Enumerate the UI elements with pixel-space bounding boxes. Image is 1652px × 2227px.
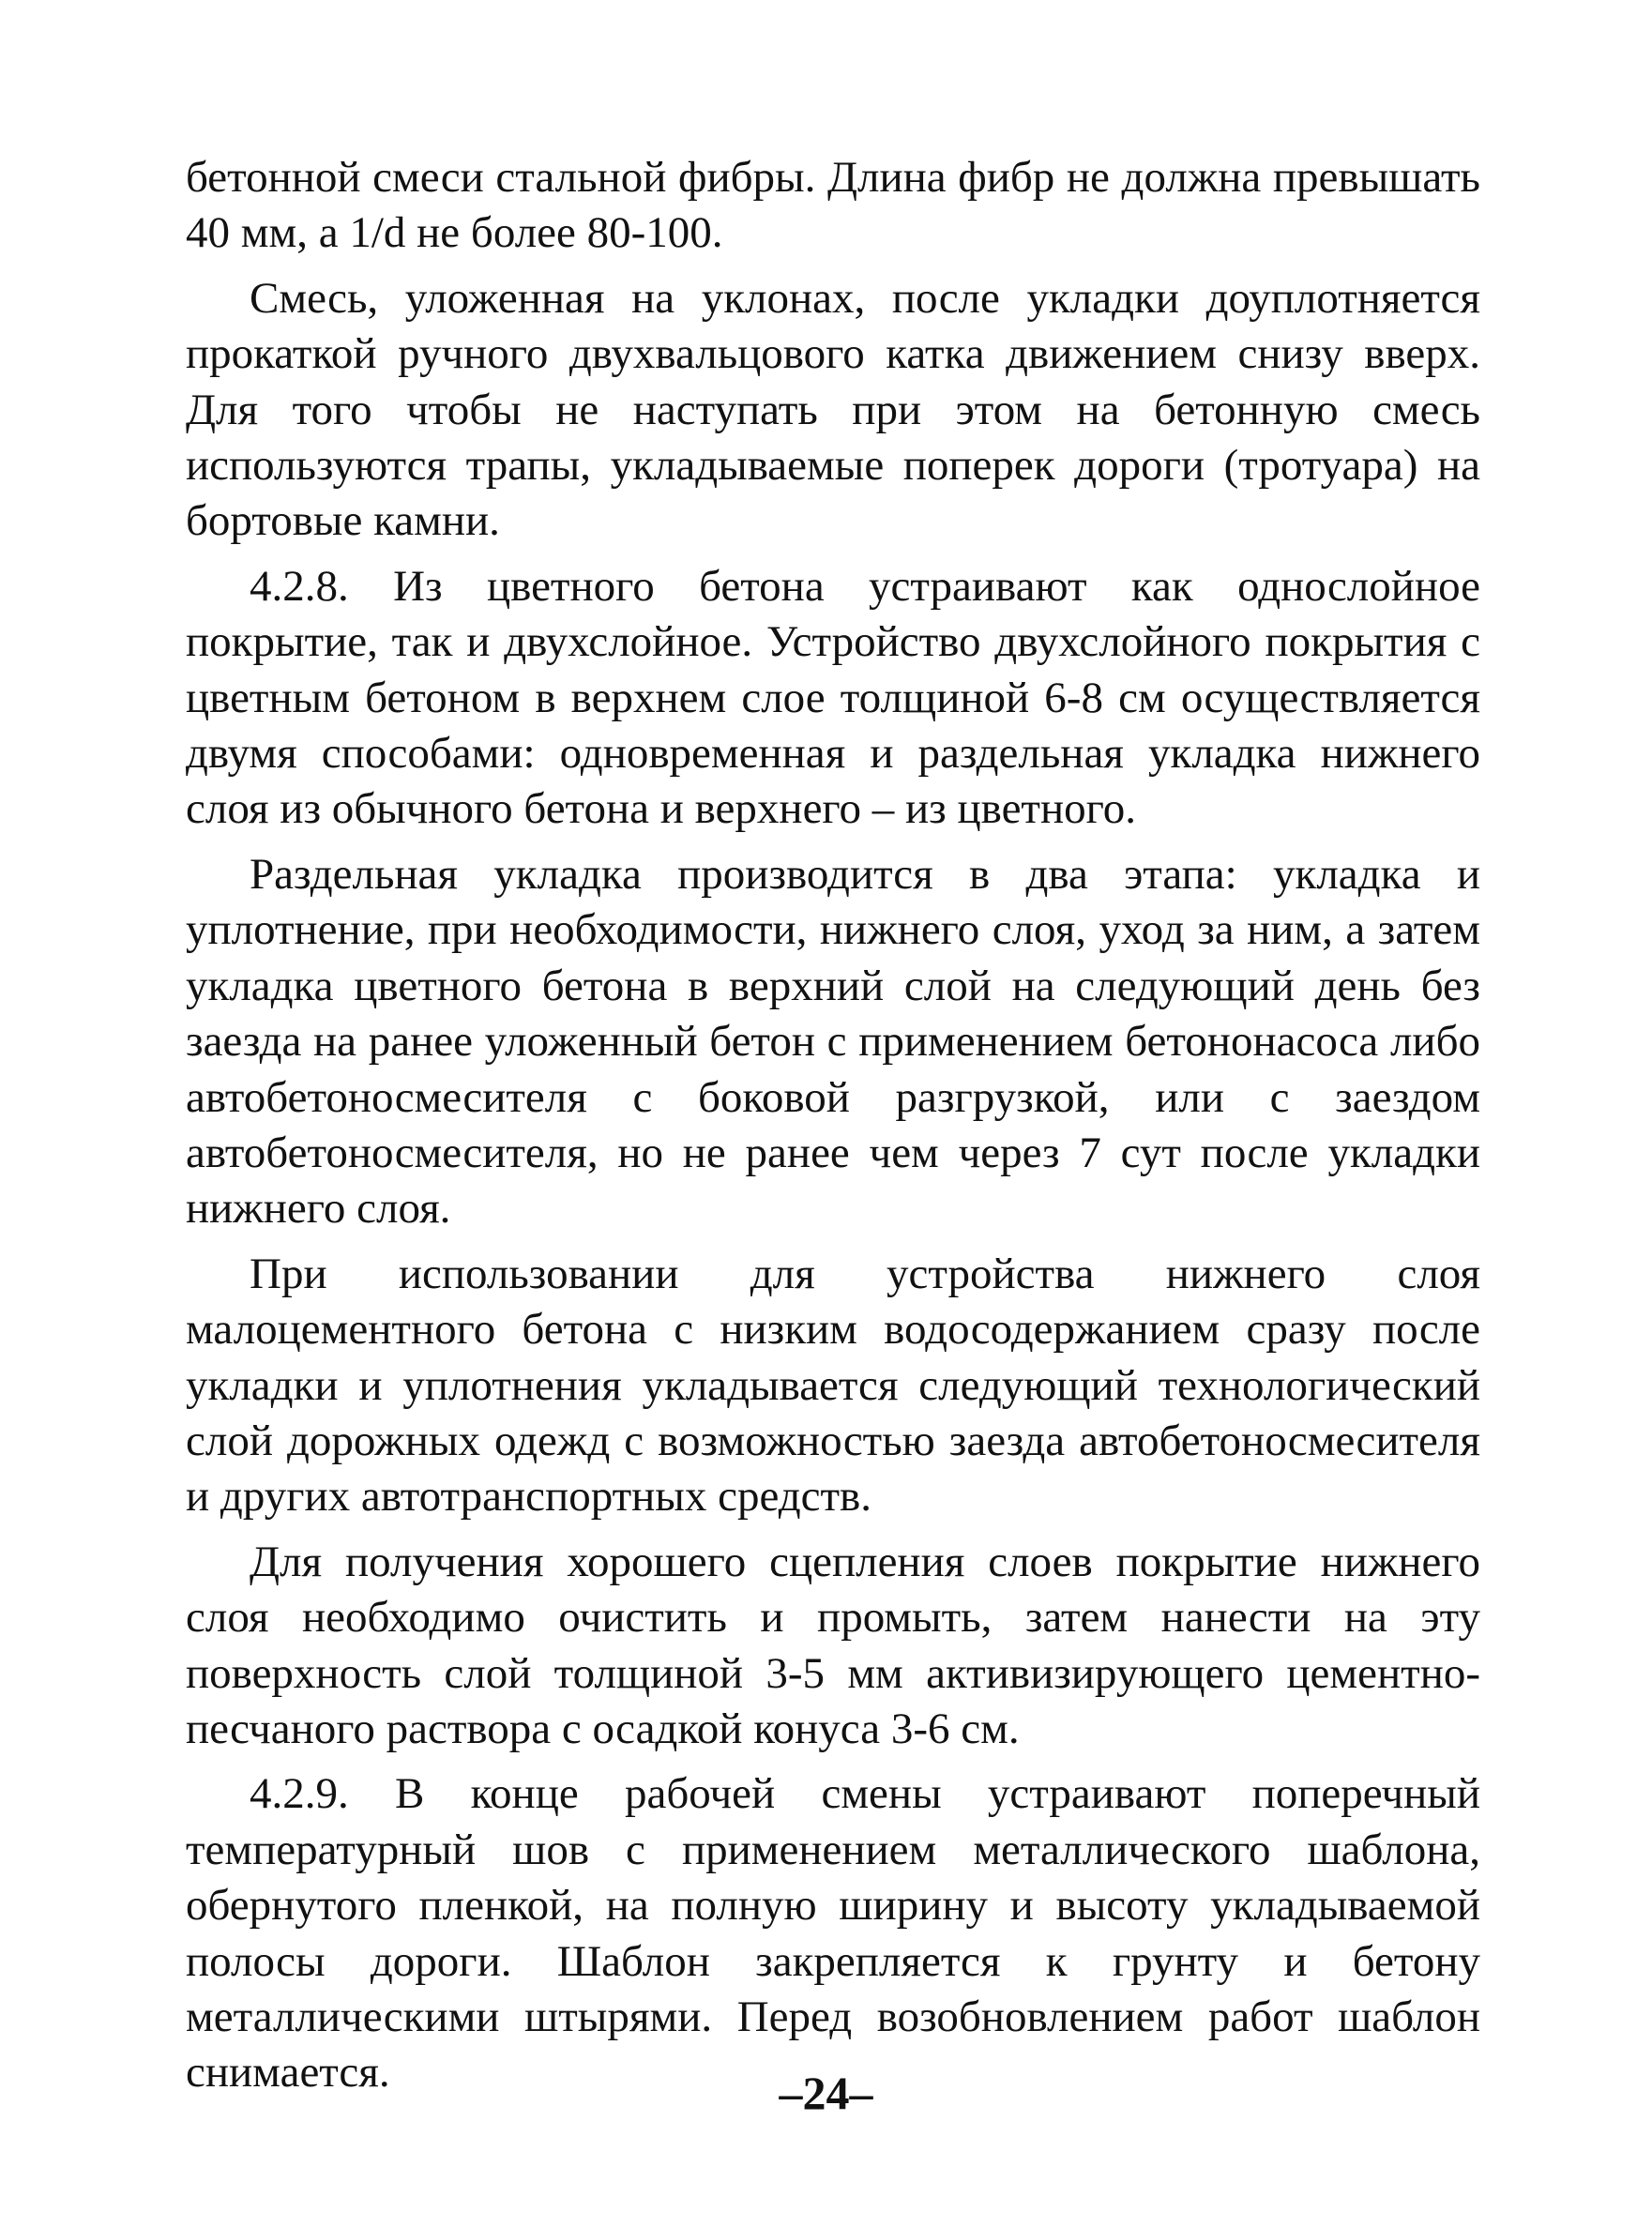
paragraph-2: Смесь, уложенная на уклонах, после укладки доуплотняется прокаткой ручного двухвальцового катка движением снизу вверх. Для того чтобы не наступать при этом на бетонную смесь используются трапы, укладываемые поперек дороги (тротуара) на бортовые камни.	[186, 273, 1480, 546]
paragraph-5: При использовании для устройства нижнего слоя малоцементного бетона с низким водосодержанием сразу после укладки и уплотнения укладывается следующий технологический слой дорожных одежд с возможностью заезда автобетоносмесителя и других автотранспортных средств.	[186, 1249, 1480, 1522]
body-text	[186, 150, 1480, 2101]
paragraph-3-section-4-2-8: 4.2.8. Из цветного бетона устраивают как однослойное покрытие, так и двухслойное. Устройство двухслойного покрытия с цветным бетоном в верхнем слое толщиной 6-8 см осуществляется двумя способами: одновременная и раздельная укладка нижнего слоя из обычного бетона и верхнего – из цветного.	[186, 561, 1480, 834]
page-number: –24–	[779, 2067, 873, 2119]
paragraph-1: бетонной смеси стальной фибры. Длина фибр не должна превышать 40 мм, а 1/d не более 80-100.	[186, 153, 1480, 258]
paragraph-7-section-4-2-9: 4.2.9. В конце рабочей смены устраивают поперечный температурный шов с применением металлического шаблона, обернутого пленкой, на полную ширину и высоту укладываемой полосы дороги. Шаблон закрепляется к грунту и бетону металлическими штырями. Перед возобновлением работ шаблон снимается.	[186, 1769, 1480, 2098]
paragraph-4: Раздельная укладка производится в два этапа: укладка и уплотнение, при необходимости, нижнего слоя, уход за ним, а затем укладка цветного бетона в верхний слой на следующий день без заезда на ранее уложенный бетон с применением бетононасоса либо автобетоносмесителя с боковой разгрузкой, или с заездом автобетоносмесителя, но не ранее чем через 7 сут после укладки нижнего слоя.	[186, 849, 1480, 1234]
paragraph-6: Для получения хорошего сцепления слоев покрытие нижнего слоя необходимо очистить и промыть, затем нанести на эту поверхность слой толщиной 3-5 мм активизирующего цементно-песчаного раствора с осадкой конуса 3-6 см.	[186, 1537, 1480, 1753]
